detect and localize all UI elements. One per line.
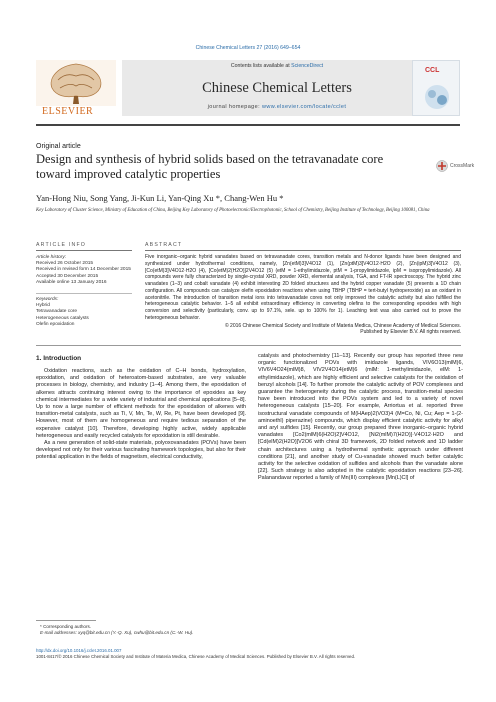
article-type: Original article — [36, 143, 81, 150]
masthead-banner — [122, 60, 432, 116]
keyword-item: Heterogeneous catalysts — [36, 315, 89, 321]
footnote-rule — [36, 620, 96, 621]
abstract-body — [145, 254, 461, 336]
citation-link[interactable]: Chinese Chemical Letters 27 (2016) 649–654 — [195, 45, 301, 51]
journal-masthead — [36, 60, 460, 116]
journal-homepage — [122, 104, 432, 110]
section-heading-introduction: 1. Introduction — [36, 355, 82, 362]
elsevier-wordmark: ELSEVIER — [42, 106, 94, 117]
masthead-rule — [36, 124, 460, 126]
crossmark-label: CrossMark — [450, 163, 475, 169]
journal-citation — [0, 45, 496, 51]
contents-prefix: Contents lists available at — [230, 63, 292, 69]
keyword-item: Tetravanadate core — [36, 309, 78, 315]
history-revised: Received in revised form 14 December 2015 — [36, 267, 131, 273]
issn-line: 1001-8417/© 2016 Chinese Chemical Society and Institute of Materia Medica, Chinese Academy of Medical Sciences. Published by Elsevier B.V. All rights reserved. — [36, 654, 356, 659]
history-received: Received 26 October 2015 — [36, 261, 94, 267]
article-footer — [36, 648, 466, 660]
homepage-link[interactable]: www.elsevier.com/locate/cclet — [261, 104, 347, 110]
article-info-rule — [36, 250, 132, 251]
cover-art-icon — [414, 79, 460, 115]
article-title: Design and synthesis of hybrid solids based on the tetravanadate core toward improved catalytic properties — [36, 152, 384, 181]
history-online: Available online 13 January 2016 — [36, 279, 107, 285]
info-divider — [36, 293, 132, 294]
crossmark-badge[interactable] — [436, 160, 474, 172]
abstract-rule — [145, 250, 461, 251]
sciencedirect-link[interactable]: ScienceDirect — [291, 63, 324, 69]
article-history — [36, 255, 136, 286]
keywords-block — [36, 297, 136, 328]
affiliation: Key Laboratory of Cluster Science, Ministry of Education of China, Beijing Key Laboratory of Photoelectronic/Electrophotonic, School of Chemistry, Beijing Institute of Technology, Beijing 100081, China — [36, 208, 430, 213]
cover-label: CCL — [425, 67, 440, 74]
paragraph: As a new generation of solid-state materials, polyoxovanadates (POVs) have been developed not only for their various fascinating framework topologies, but also for their potential application in the fields of magnetism, electrical conductivity, — [36, 440, 246, 461]
elsevier-logo — [36, 60, 116, 116]
history-accepted: Accepted 30 December 2015 — [36, 273, 99, 279]
contents-line — [122, 63, 432, 69]
abstract-copyright-2: Published by Elsevier B.V. All rights reserved. — [360, 329, 461, 336]
keywords-label: Keywords: — [36, 297, 59, 302]
footnote-emails: E-mail addresses: xyq@bit.edu.cn (Y.-Q. Xu), cwhu@bit.edu.cn (C.-W. Hu). — [40, 630, 194, 635]
journal-cover-thumbnail — [412, 60, 460, 116]
paragraph: Oxidation reactions, such as the oxidation of C–H bonds, hydroxylation, epoxidation, and oxidation of heteroatom-based substrates, are very valuable processes in biology, chemistry, and industry [1–4]. Among them, the epoxidation of alkenes attracts continuing interest owing to the importance of epoxides as key chemical intermediates for a wide variety of industrial and chemical applications [5–8]. Up to now a large number of efficient methods for the epoxidation of alkenes with transition-metal catalysts, such as Ti, V, Mn, Te, W, Re, Pt, have been developed [9]. However, most of them are homogeneous and require tedious separation of the expensive catalyst [10]. Therefore, developing highly active, widely applicable heterogeneous and easily recycled catalysts for epoxidation is still desirable. — [36, 368, 246, 439]
abstract-heading: ABSTRACT — [145, 242, 183, 248]
article-info-heading: ARTICLE INFO — [36, 242, 87, 248]
journal-title: Chinese Chemical Letters — [202, 80, 352, 96]
abstract-text: Five inorganic–organic hybrid vanadates based on tetravanadate cores, transition metals and N-donor ligands have been designed and synthesized under hydrothermal conditions, namely, [Zn(etM)3]V4O12 (1), [Zn(ptM)3]V4O12·H2O (2), [Zn(ipM)3]V4O12 (3), [Co(etM)3]V4O12·H2O (4), [Co(etM)2(H2O)]2V4O12 (5) (etM = 1-ethylimidazole, ptM = 1-propylimidazole, ipM = isopropylimidazole). All compounds were fully characterized by single-crystal XRD, powder XRD, elemental analysis, TGA, and FT-IR spectroscopy. The hybrid zinc vanadates (1–3) and cobalt vanadate (4) exhibit interesting 2D folded structures and the hybrid copper vanadate (5) presents a 1D chain configuration. All compounds can catalyze olefin epoxidation reactions when using TBHP (TBHP = tert-butyl hydroperoxide) as an oxidant in acetonitrile. The introduction of transition metal ions into tetravanadate cores not only improved the catalytic activity but also fulfilled the heterogeneous catalytic behavior. 1–5 all exhibit extraordinary efficiency in converting olefins to the corresponding epoxides with high conversion and selectivity (particularly, conv. up to 97.1%, sele. up to 100% for 1). Leaching test was also carried out to prove the heterogeneous behavior. — [145, 254, 461, 321]
abstract-bottom-rule — [36, 345, 461, 346]
keyword-item: Olefin epoxidation — [36, 321, 75, 327]
footnote-corresponding: * Corresponding authors. — [40, 624, 92, 629]
right-column — [258, 353, 463, 483]
footnote — [40, 624, 250, 636]
crossmark-icon — [436, 160, 448, 172]
doi-link[interactable]: http://dx.doi.org/10.1016/j.cclet.2016.01.007 — [36, 648, 122, 653]
paragraph: catalysis and photochemistry [11–13]. Recently our group has reported three new organic functionalized POVs with imidazole ligands, VIV6O13(mlM)6, VIV6V4O24(mlM)8, VIV2V4O14(etM)6 (mlM: 1-methylimidazole, elM: 1-ethylimidazole), which are highly efficient and selective catalysts for the oxidation of benzyl alcohols [14]. To further promote the catalytic activity of POV complexes and guarantee the heterogeneity during the catalytic process, transition-metal species have been introduced into the POVs system and led to a variety of novel heterogeneous catalysts [15–20]. For example, Arriortua et al. reported three isostructural vanadate compounds of M(HAep)2(VO3)4 (M=Co, Ni, Cu; Aep = 1-(2-aminoethl) piperazine) compounds, which display efficient catalytic activity for alkyl and aryl sulfides [15]. Recently, our group prepared three inorganic–organic hybrid vanadates [Co2(mlM)6(H2O)2]V4O12, [Ni2(mlM)7(H2O)]·V4O12·H2O and [Cd(elM)2(H2O)]V2O6 with chiral 3D framework, 2D folded network and 1D ladder chain architectures using a hydrothermal synthetic approach under different conditions [21], and another study of Cu-vanadate showed much better catalytic activity for the selective oxidation of sulfides and alcohols than the vanadate alone [22]. Such strategy is also adopted in the catalytic epoxidation reactions [23–26]. Palanandavar reported a family of Mn(III) complexes [Mn(L)Cl] of — [258, 353, 463, 482]
history-label: Article history: — [36, 255, 67, 260]
left-column — [36, 368, 246, 462]
abstract-copyright-1: © 2016 Chinese Chemical Society and Institute of Materia Medica, Chinese Academy of Medical Sciences. — [224, 322, 461, 329]
keyword-item: Hybrid — [36, 303, 50, 309]
homepage-prefix: journal homepage: — [207, 104, 262, 110]
elsevier-tree-icon — [36, 60, 116, 106]
author-list: Yan-Hong Niu, Song Yang, Ji-Kun Li, Yan-Qing Xu *, Chang-Wen Hu * — [36, 193, 284, 203]
